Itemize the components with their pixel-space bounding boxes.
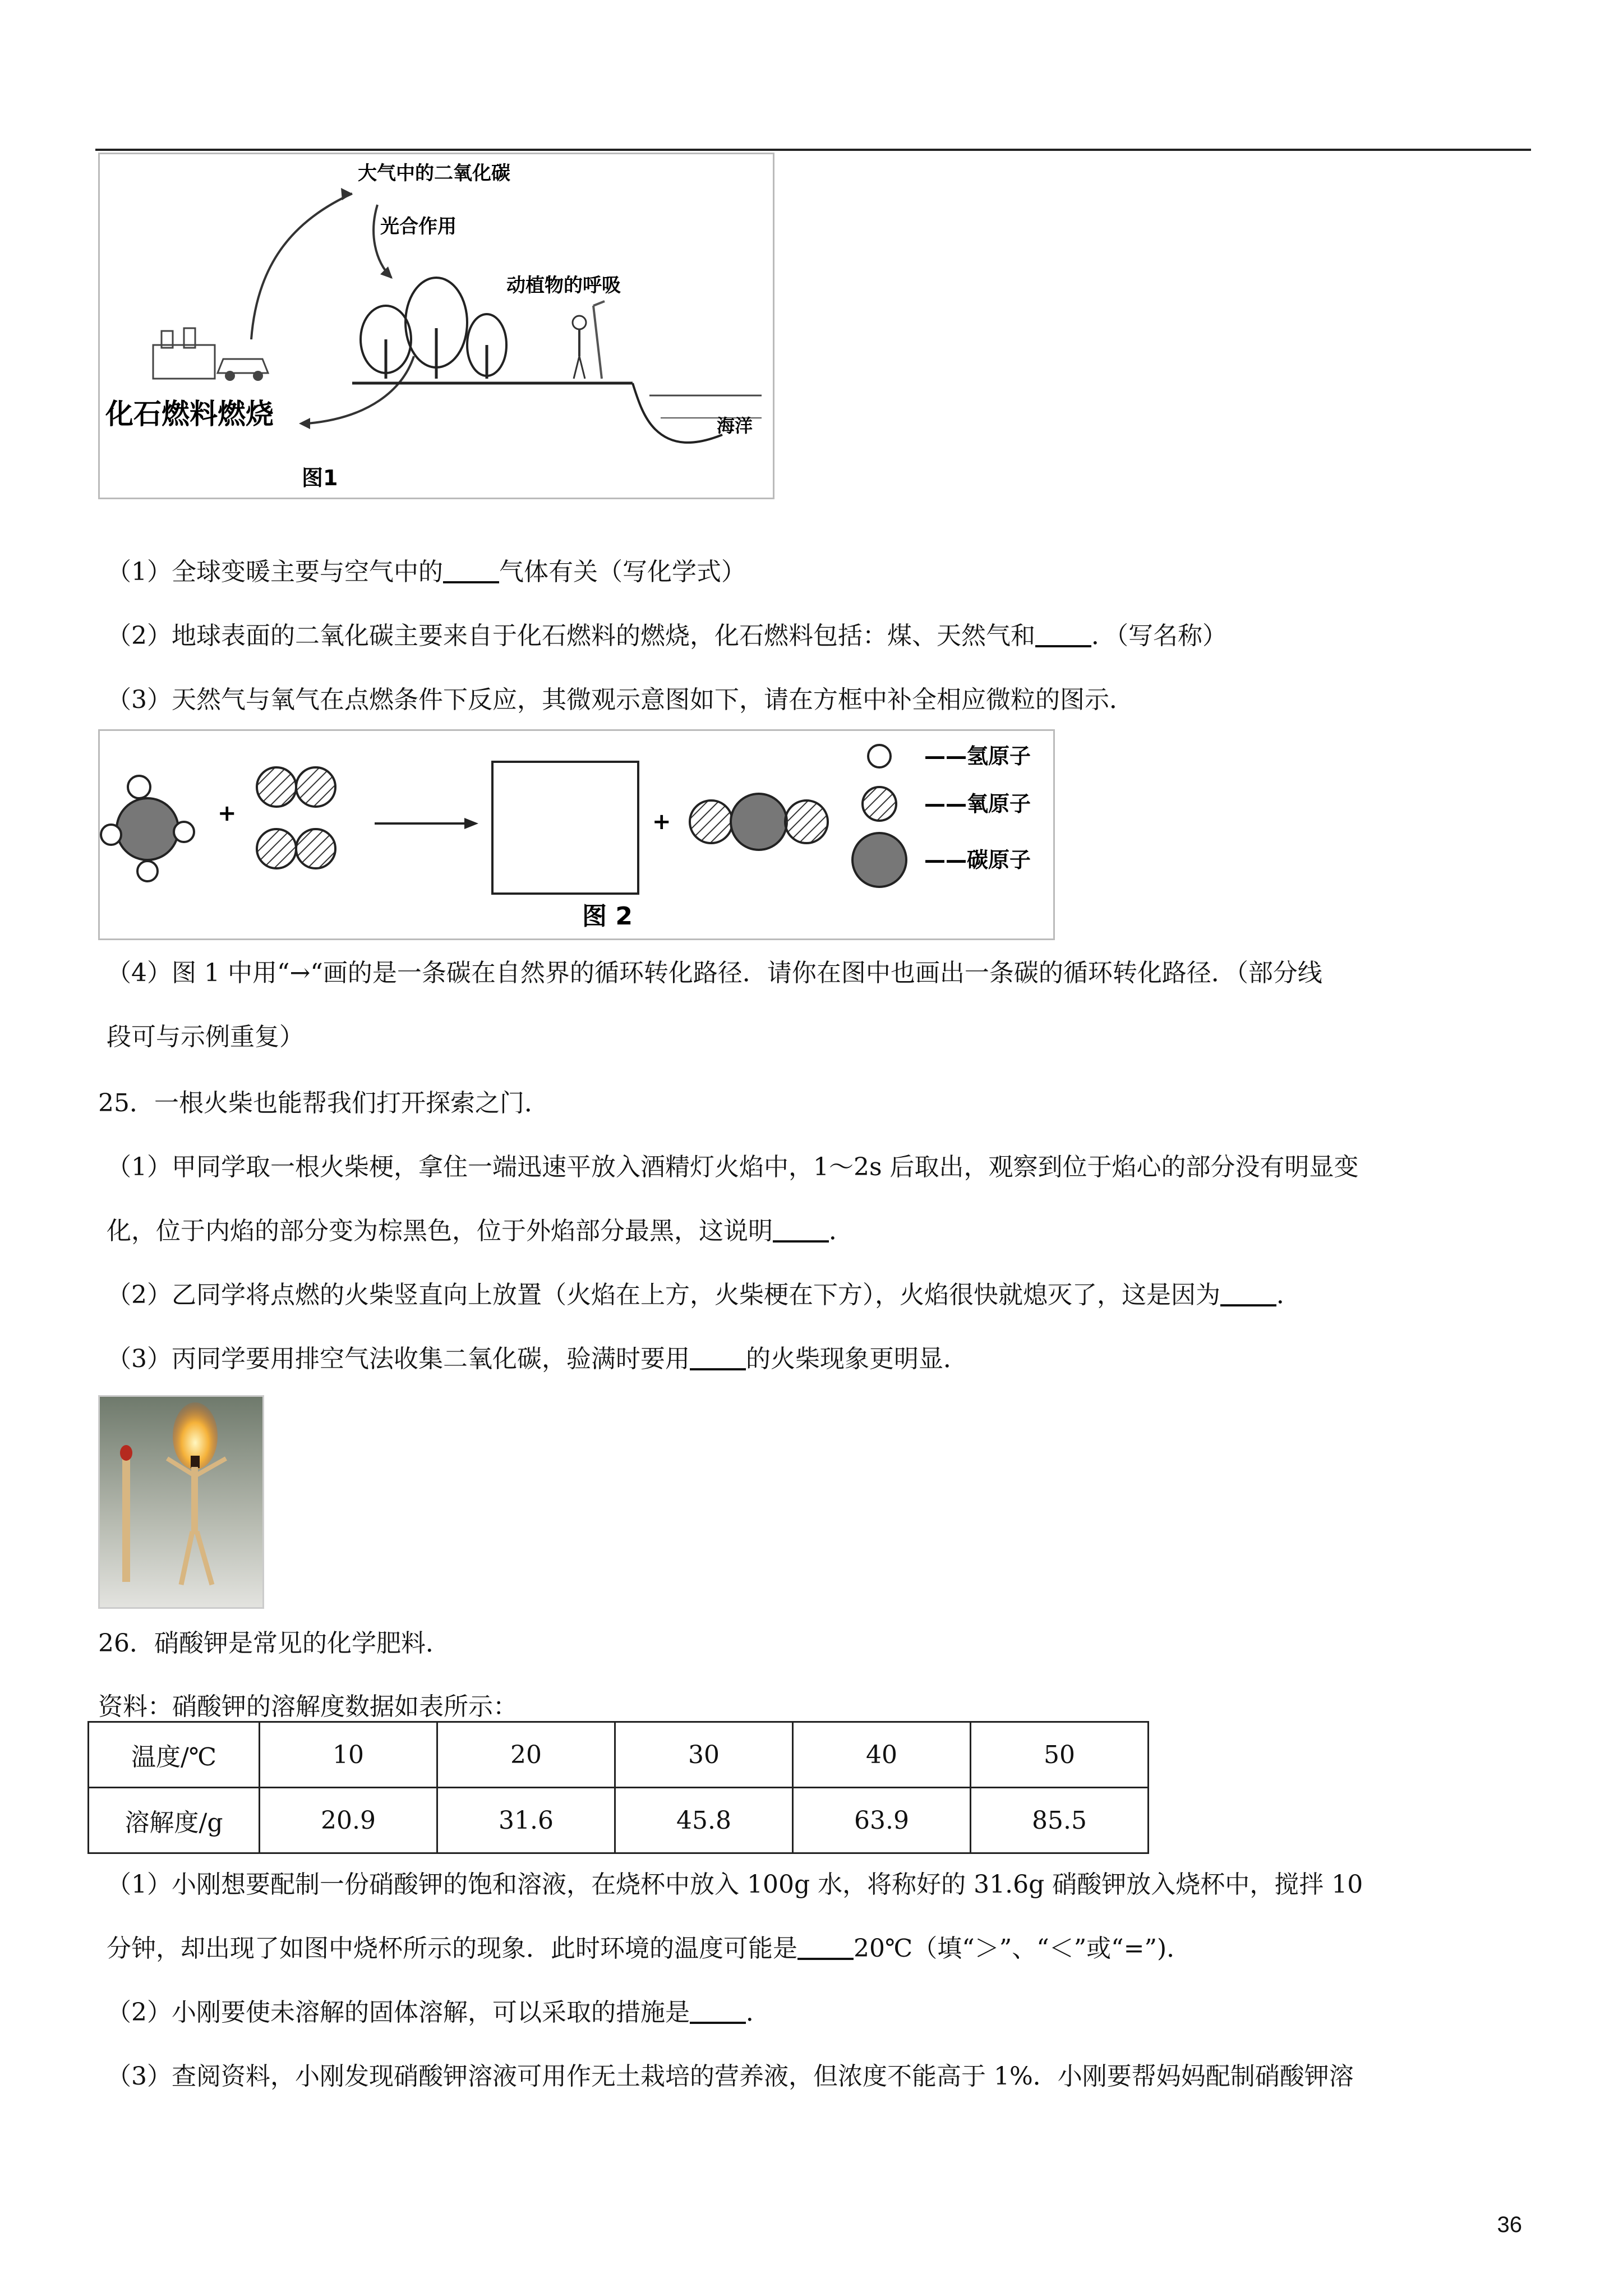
answer-blank[interactable] bbox=[1035, 620, 1091, 647]
micro-reaction-diagram bbox=[100, 731, 1053, 938]
label-photosynthesis: 光合作用 bbox=[380, 215, 457, 238]
q24-part1 bbox=[107, 555, 746, 589]
figure1-caption: 图1 bbox=[302, 466, 338, 490]
q26-part2-text-b: ． bbox=[746, 1998, 771, 2027]
q26-part1-line1: （1）小刚想要配制一份硝酸钾的饱和溶液，在烧杯中放入 100g 水，将称好的 31.6g 硝酸钾放入烧杯中，搅拌 10 bbox=[107, 1870, 1363, 1899]
q26-part2-text-a: （2）小刚要使未溶解的固体溶解，可以采取的措施是 bbox=[107, 1998, 690, 2027]
solubility-table bbox=[87, 1721, 1149, 1854]
page-number: 36 bbox=[1497, 2212, 1522, 2237]
hydrogen-atom bbox=[137, 861, 158, 881]
q26-title: 26．硝酸钾是常见的化学肥料． bbox=[98, 1629, 450, 1658]
figure-2 bbox=[98, 729, 1055, 940]
oxygen-atom bbox=[785, 800, 828, 843]
carbon-atom bbox=[117, 798, 178, 860]
q25-part1-text-b: ． bbox=[829, 1217, 854, 1245]
legend-carbon: ——碳原子 bbox=[924, 848, 1031, 872]
legend-oxygen: ——氧原子 bbox=[924, 792, 1031, 816]
factory bbox=[153, 345, 215, 379]
answer-blank[interactable] bbox=[690, 1343, 746, 1370]
giraffe-figure bbox=[593, 306, 602, 379]
oxygen-atom bbox=[690, 800, 732, 843]
methane-molecule bbox=[101, 776, 194, 881]
oxygen-atom bbox=[296, 829, 335, 868]
header-rule bbox=[95, 149, 1531, 151]
label-atmosphere-co2: 大气中的二氧化碳 bbox=[358, 162, 510, 185]
answer-blank[interactable] bbox=[773, 1216, 829, 1243]
oxygen-atom bbox=[257, 767, 296, 807]
table-row bbox=[89, 1788, 1149, 1853]
plus-sign: + bbox=[652, 809, 671, 835]
answer-blank[interactable] bbox=[797, 1933, 854, 1960]
q24-part1-text-b: 气体有关（写化学式） bbox=[499, 558, 746, 586]
q26-part1-line2 bbox=[107, 1932, 1191, 1966]
arrowhead-up bbox=[341, 188, 352, 200]
carbon-atom bbox=[731, 794, 787, 850]
table-cell: 20.9 bbox=[260, 1788, 437, 1853]
label-fossil-combustion: 化石燃料燃烧 bbox=[105, 398, 274, 430]
q24-part2 bbox=[107, 619, 1227, 653]
arrowhead-fossil bbox=[299, 418, 310, 429]
table-cell: 85.5 bbox=[971, 1788, 1149, 1853]
shore bbox=[633, 383, 722, 443]
plus-sign: + bbox=[218, 800, 237, 826]
oxygen-atom bbox=[257, 829, 296, 868]
oxygen-molecule bbox=[257, 767, 335, 807]
person-figure bbox=[573, 316, 586, 329]
q25-part2-text-b: ． bbox=[1276, 1281, 1301, 1309]
arrowhead-photosynthesis bbox=[380, 266, 393, 279]
legend-oxygen-icon bbox=[863, 787, 896, 821]
label-respiration: 动植物的呼吸 bbox=[506, 274, 621, 297]
table-cell: 10 bbox=[260, 1722, 437, 1788]
hydrogen-atom bbox=[128, 776, 150, 798]
table-cell: 50 bbox=[971, 1722, 1149, 1788]
table-row bbox=[89, 1722, 1149, 1788]
table-cell: 40 bbox=[793, 1722, 971, 1788]
q25-part1-line1: （1）甲同学取一根火柴梗，拿住一端迅速平放入酒精灯火焰中，1～2s 后取出，观察到位于焰心的部分没有明显变 bbox=[107, 1153, 1359, 1181]
q25-part3 bbox=[107, 1342, 968, 1376]
q25-part2 bbox=[107, 1278, 1301, 1312]
match-stick bbox=[122, 1453, 130, 1582]
figure2-caption: 图 2 bbox=[582, 902, 633, 931]
match-head bbox=[120, 1445, 132, 1461]
co2-molecule bbox=[690, 794, 828, 850]
legend-carbon-icon bbox=[852, 833, 906, 887]
table-cell: 45.8 bbox=[615, 1788, 793, 1853]
oxygen-molecule bbox=[257, 829, 335, 868]
car bbox=[218, 359, 268, 373]
q25-part1-text-a: 化，位于内焰的部分变为棕黑色，位于外焰部分最黑，这说明 bbox=[107, 1217, 773, 1245]
hydrogen-atom bbox=[174, 822, 194, 842]
q24-part1-text-a: （1）全球变暖主要与空气中的 bbox=[107, 558, 443, 586]
q25-title: 25．一根火柴也能帮我们打开探索之门． bbox=[98, 1089, 549, 1117]
table-cell: 63.9 bbox=[793, 1788, 971, 1853]
arrow-to-fossil bbox=[307, 356, 414, 424]
q26-part1-text-a: 分钟，却出现了如图中烧杯所示的现象．此时环境的温度可能是 bbox=[107, 1934, 797, 1963]
oxygen-atom bbox=[296, 767, 335, 807]
table-cell: 20 bbox=[437, 1722, 615, 1788]
q26-part2 bbox=[107, 1996, 771, 2030]
q26-part1-text-b: 20℃（填“＞”、“＜”或“=”)． bbox=[854, 1934, 1192, 1963]
table-cell: 30 bbox=[615, 1722, 793, 1788]
q26-part3: （3）查阅资料，小刚发现硝酸钾溶液可用作无土栽培的营养液，但浓度不能高于 1%．小刚要帮妈妈配制硝酸钾溶 bbox=[107, 2062, 1354, 2091]
q24-part4-line2: 段可与示例重复） bbox=[107, 1023, 304, 1051]
q26-intro: 资料：硝酸钾的溶解度数据如表所示： bbox=[98, 1692, 518, 1721]
table-cell: 31.6 bbox=[437, 1788, 615, 1853]
answer-blank[interactable] bbox=[443, 556, 499, 583]
q24-part3: （3）天然气与氧气在点燃条件下反应，其微观示意图如下，请在方框中补全相应微粒的图示． bbox=[107, 685, 1134, 714]
answer-blank[interactable] bbox=[690, 1997, 746, 2024]
legend-hydrogen-icon bbox=[868, 745, 891, 767]
table-cell: 温度/℃ bbox=[89, 1722, 260, 1788]
figure-1 bbox=[98, 153, 774, 499]
match-photo bbox=[98, 1395, 264, 1609]
legend-hydrogen: ——氢原子 bbox=[924, 744, 1031, 769]
q24-part2-text-b: ．（写名称） bbox=[1091, 622, 1227, 650]
q25-part3-text-a: （3）丙同学要用排空气法收集二氧化碳，验满时要用 bbox=[107, 1345, 690, 1373]
table-cell: 溶解度/g bbox=[89, 1788, 260, 1853]
label-ocean: 海洋 bbox=[717, 415, 753, 436]
carbon-cycle-diagram bbox=[100, 154, 773, 498]
q24-part2-text-a: （2）地球表面的二氧化碳主要来自于化石燃料的燃烧，化石燃料包括：煤、天然气和 bbox=[107, 622, 1035, 650]
arrow-combustion-to-air bbox=[251, 194, 352, 339]
hydrogen-atom bbox=[101, 825, 121, 845]
q25-part2-text-a: （2）乙同学将点燃的火柴竖直向上放置（火焰在上方，火柴梗在下方），火焰很快就熄灭了，这是因为 bbox=[107, 1281, 1220, 1309]
answer-blank[interactable] bbox=[1220, 1280, 1276, 1306]
q24-part4-line1: （4）图 1 中用“→“画的是一条碳在自然界的循环转化路径．请你在图中也画出一条碳的循环转化路径．（部分线 bbox=[107, 959, 1322, 987]
answer-box[interactable] bbox=[492, 762, 638, 894]
q25-part3-text-b: 的火柴现象更明显． bbox=[746, 1345, 968, 1373]
q25-part1-line2 bbox=[107, 1214, 854, 1248]
match-body bbox=[191, 1467, 198, 1534]
